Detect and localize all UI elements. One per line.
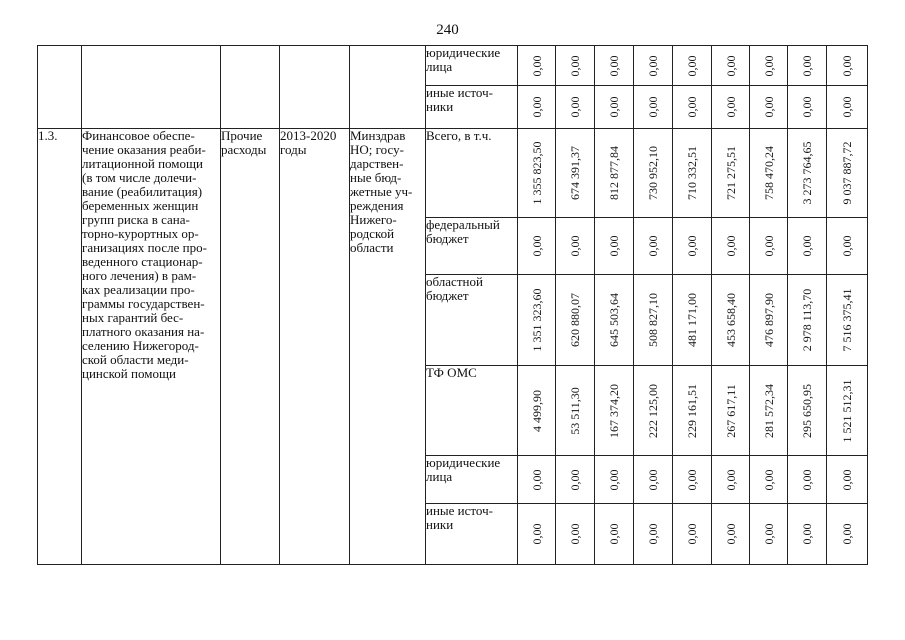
value-cell <box>750 129 788 218</box>
value-cell <box>556 129 595 218</box>
value-text: 645 503,64 <box>607 293 621 347</box>
value-cell <box>595 129 634 218</box>
funding-source-label: областной бюджет <box>426 275 518 366</box>
value-text: 229 161,51 <box>685 383 699 438</box>
value-text: 0,00 <box>800 235 814 257</box>
value-cell: 0,00 <box>634 86 673 129</box>
value-cell: 0,00 <box>595 46 634 86</box>
funding-source-label: федеральный бюджет <box>426 218 518 275</box>
value-cell <box>518 275 556 366</box>
value-text: 0,00 <box>800 469 814 490</box>
value-text: 281 572,34 <box>761 383 776 438</box>
value-cell <box>518 366 556 456</box>
value-cell <box>712 366 750 456</box>
value-text: 710 332,51 <box>685 146 699 200</box>
value-text: 2 978 113,70 <box>800 288 814 352</box>
value-cell <box>595 504 634 565</box>
value-cell <box>595 218 634 275</box>
value-text: 508 827,10 <box>646 293 660 347</box>
value-text: 620 880,07 <box>568 293 582 347</box>
value-text: 4 499,90 <box>529 389 544 432</box>
value-text: 0,00 <box>607 235 621 257</box>
value-text: 481 171,00 <box>685 293 699 347</box>
value-cell: 0,00 <box>556 46 595 86</box>
value-text: 674 391,37 <box>568 146 582 200</box>
executor: Минздрав НО; госу- дарствен- ные бюд- жетные уч- реждения Нижего- родской области <box>350 129 426 565</box>
table-body <box>38 46 868 565</box>
value-cell <box>634 129 673 218</box>
value-text: 758 470,24 <box>761 146 776 200</box>
value-cell <box>712 456 750 504</box>
value-text: 0,00 <box>568 469 582 490</box>
value-cell: 0,00 <box>595 86 634 129</box>
value-cell <box>595 366 634 456</box>
value-text: 0,00 <box>685 469 699 490</box>
value-cell <box>788 504 827 565</box>
value-cell <box>788 456 827 504</box>
value-cell <box>518 129 556 218</box>
value-text: 721 275,51 <box>723 146 738 200</box>
value-cell <box>518 504 556 565</box>
value-text: 53 511,30 <box>568 386 582 435</box>
value-text: 0,00 <box>529 469 544 490</box>
value-text: 1 521 512,31 <box>840 379 854 442</box>
value-cell <box>673 275 712 366</box>
value-text: 9 037 887,72 <box>840 141 854 205</box>
value-text: 0,00 <box>685 235 699 257</box>
value-text: 0,00 <box>568 523 582 545</box>
table-row <box>38 129 868 218</box>
value-cell <box>634 275 673 366</box>
value-cell <box>634 504 673 565</box>
number-cell <box>38 46 82 129</box>
value-cell <box>827 366 868 456</box>
value-cell <box>595 456 634 504</box>
value-text: 476 897,90 <box>761 293 776 347</box>
value-cell <box>556 275 595 366</box>
value-text: 167 374,20 <box>607 383 621 438</box>
funding-source-label: юридические лица <box>426 456 518 504</box>
value-text: 0,00 <box>800 523 814 545</box>
value-text: 730 952,10 <box>646 146 660 200</box>
value-text: 453 658,40 <box>723 293 738 347</box>
value-cell <box>556 366 595 456</box>
value-cell <box>712 504 750 565</box>
value-text: 0,00 <box>840 523 854 545</box>
value-text: 812 877,84 <box>607 146 621 200</box>
value-cell <box>595 275 634 366</box>
value-cell <box>556 456 595 504</box>
value-text: 0,00 <box>529 523 544 545</box>
funding-source-label: иные источ- ники <box>426 86 518 129</box>
value-cell <box>673 129 712 218</box>
value-text: 0,00 <box>723 523 738 545</box>
value-cell: 0,00 <box>673 46 712 86</box>
value-cell: 0,00 <box>827 46 868 86</box>
value-text: 0,00 <box>761 523 776 545</box>
value-text: 0,00 <box>685 523 699 545</box>
value-cell <box>788 218 827 275</box>
value-cell <box>788 129 827 218</box>
value-text: 3 273 764,65 <box>800 141 814 205</box>
value-text: 0,00 <box>761 235 776 257</box>
value-cell <box>788 275 827 366</box>
value-cell <box>556 218 595 275</box>
value-cell <box>827 456 868 504</box>
name-cell <box>82 46 221 129</box>
value-cell <box>712 218 750 275</box>
value-cell: 0,00 <box>518 86 556 129</box>
value-cell <box>518 218 556 275</box>
value-cell <box>634 366 673 456</box>
value-cell: 0,00 <box>556 86 595 129</box>
value-cell <box>634 456 673 504</box>
expense-type: Прочие расходы <box>221 129 280 565</box>
financing-table <box>37 45 868 565</box>
value-text: 0,00 <box>529 235 544 257</box>
value-cell <box>712 275 750 366</box>
value-cell <box>673 504 712 565</box>
item-name: Финансовое обеспе- чение оказания реаби- литационной помощи (в том числе долечи- вание (реабилитация) беременных женщин групп риска в сана- торно-курортных ор- ганизациях после про- веденного стационар- ного лечения) в рам- ках реализации про- граммы государствен- ных гарантий бес- платного оказания на- селению Нижегород- ской области меди- цинской помощи <box>82 129 221 565</box>
value-cell <box>634 218 673 275</box>
value-cell <box>712 129 750 218</box>
expense-type-cell <box>221 46 280 129</box>
value-text: 0,00 <box>723 235 738 257</box>
executor-cell <box>350 46 426 129</box>
value-text: 267 617,11 <box>723 383 738 438</box>
value-cell: 0,00 <box>750 86 788 129</box>
value-cell: 0,00 <box>827 86 868 129</box>
funding-source-label: иные источ- ники <box>426 504 518 565</box>
funding-source-label: ТФ ОМС <box>426 366 518 456</box>
funding-source-label: юридические лица <box>426 46 518 86</box>
value-text: 295 650,95 <box>800 383 814 438</box>
value-text: 7 516 375,41 <box>840 288 854 352</box>
value-cell <box>750 504 788 565</box>
value-cell <box>673 456 712 504</box>
value-text: 0,00 <box>607 469 621 490</box>
value-text: 0,00 <box>568 235 582 257</box>
value-cell <box>750 366 788 456</box>
item-number: 1.3. <box>38 129 82 565</box>
value-cell <box>827 218 868 275</box>
page-number: 240 <box>436 22 459 38</box>
value-cell <box>673 218 712 275</box>
value-text: 1 351 323,60 <box>529 288 544 352</box>
value-text: 0,00 <box>646 523 660 545</box>
value-text: 0,00 <box>840 469 854 490</box>
value-cell <box>556 504 595 565</box>
value-text: 0,00 <box>607 523 621 545</box>
value-cell: 0,00 <box>712 86 750 129</box>
value-cell: 0,00 <box>634 46 673 86</box>
table-row <box>38 46 868 86</box>
value-cell: 0,00 <box>788 86 827 129</box>
funding-source-label: Всего, в т.ч. <box>426 129 518 218</box>
value-text: 1 355 823,50 <box>529 141 544 205</box>
value-text: 0,00 <box>761 469 776 490</box>
value-cell <box>788 366 827 456</box>
value-cell <box>673 366 712 456</box>
value-cell <box>750 275 788 366</box>
value-text: 0,00 <box>840 235 854 257</box>
value-text: 0,00 <box>723 469 738 490</box>
value-cell <box>750 456 788 504</box>
implementation-period: 2013-2020 годы <box>280 129 350 565</box>
value-cell: 0,00 <box>788 46 827 86</box>
value-text: 0,00 <box>646 469 660 490</box>
value-cell <box>518 456 556 504</box>
value-cell: 0,00 <box>712 46 750 86</box>
value-cell: 0,00 <box>518 46 556 86</box>
value-cell: 0,00 <box>750 46 788 86</box>
value-text: 222 125,00 <box>646 383 660 438</box>
value-text: 0,00 <box>646 235 660 257</box>
value-cell <box>750 218 788 275</box>
value-cell <box>827 275 868 366</box>
value-cell <box>827 504 868 565</box>
period-cell <box>280 46 350 129</box>
value-cell: 0,00 <box>673 86 712 129</box>
value-cell <box>827 129 868 218</box>
